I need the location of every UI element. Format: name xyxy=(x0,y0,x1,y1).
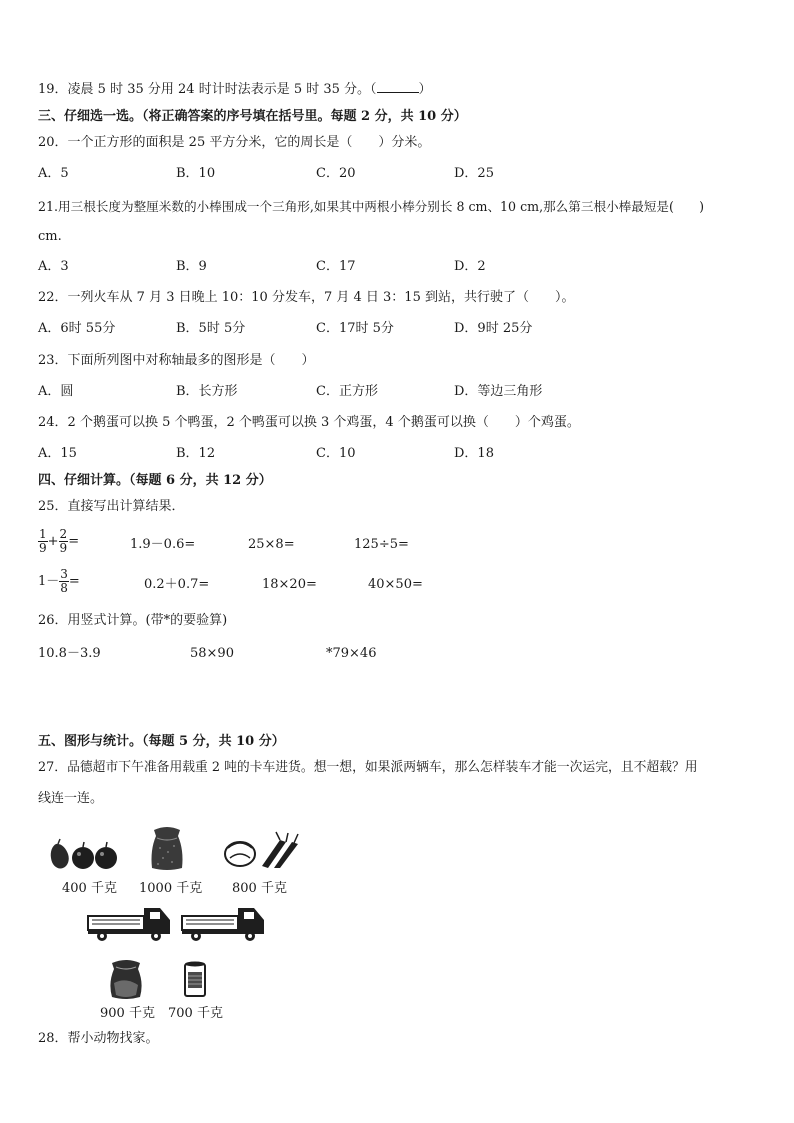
q20-option-b[interactable]: B．10 xyxy=(176,166,216,181)
vertical-calc-3: *79×46 xyxy=(326,646,377,661)
question-19-tail: ） xyxy=(418,82,432,97)
q20-option-d[interactable]: D．25 xyxy=(454,166,494,181)
fraction-3-8: $\frac{3}{8}$ xyxy=(60,567,68,595)
q24-option-a[interactable]: A．15 xyxy=(38,446,77,461)
label-400kg: 400 千克 xyxy=(62,881,117,896)
q23-option-a[interactable]: A．圆 xyxy=(38,384,74,399)
fraction-2-9: $\frac{2}{9}$ xyxy=(59,527,68,555)
section-4-title: 四、仔细计算。（每题 6 分，共 12 分） xyxy=(38,473,272,488)
q23-option-b[interactable]: B．长方形 xyxy=(176,384,238,399)
truck-icon-right[interactable] xyxy=(180,902,268,942)
label-1000kg: 1000 千克 xyxy=(139,881,203,896)
q24-option-d[interactable]: D．18 xyxy=(454,446,494,461)
vegetables-icon xyxy=(222,830,302,870)
question-21-line2: cm. xyxy=(38,229,62,244)
question-25: 25．直接写出计算结果． xyxy=(38,499,185,514)
question-28: 28．帮小动物找家。 xyxy=(38,1031,159,1046)
question-24: 24．2 个鹅蛋可以换 5 个鸭蛋，2 个鸭蛋可以换 3 个鸡蛋，4 个鹅蛋可以换（ ）个鸡蛋。 xyxy=(38,415,580,430)
q23-option-d[interactable]: D．等边三角形 xyxy=(454,384,543,399)
q20-option-a[interactable]: A．5 xyxy=(38,166,69,181)
label-900kg: 900 千克 xyxy=(100,1006,155,1021)
q22-option-b[interactable]: B．5时 5分 xyxy=(176,321,246,336)
calc-2: 1.9－0.6= xyxy=(130,537,196,552)
label-800kg: 800 千克 xyxy=(232,881,287,896)
q22-option-c[interactable]: C．17时 5分 xyxy=(316,321,394,336)
vertical-calc-1: 10.8－3.9 xyxy=(38,646,101,661)
vertical-calc-2: 58×90 xyxy=(190,646,234,661)
question-21-line1: 21.用三根长度为整厘米数的小棒围成一个三角形,如果其中两根小棒分别长 8 cm、10 cm,那么第三根小棒最短是( ) xyxy=(38,199,705,214)
calc-fraction-sum xyxy=(38,528,79,555)
question-19 xyxy=(38,80,432,99)
calc-3: 25×8= xyxy=(248,537,295,552)
q22-option-d[interactable]: D．9时 25分 xyxy=(454,321,533,336)
question-23: 23．下面所列图中对称轴最多的图形是（ ） xyxy=(38,353,315,368)
question-20: 20．一个正方形的面积是 25 平方分米，它的周长是（ ）分米。 xyxy=(38,135,431,150)
question-27-line2: 线连一连。 xyxy=(38,791,104,806)
flour-sack-icon xyxy=(106,955,146,1001)
question-22: 22．一列火车从 7 月 3 日晚上 10：10 分发车，7 月 4 日 3：15 到站，共行驶了（ ）。 xyxy=(38,290,575,305)
q22-option-a[interactable]: A．6时 55分 xyxy=(38,321,116,336)
q21-option-a[interactable]: A．3 xyxy=(38,259,69,274)
rice-sack-icon xyxy=(148,824,186,872)
fraction-1-9: $\frac{1}{9}$ xyxy=(39,527,47,555)
question-26: 26．用竖式计算。(带*的要验算) xyxy=(38,613,228,628)
answer-blank[interactable] xyxy=(377,80,419,93)
equals-sign: = xyxy=(68,574,80,589)
calc-4: 125÷5= xyxy=(354,537,409,552)
q24-option-c[interactable]: C．10 xyxy=(316,446,356,461)
q23-option-c[interactable]: C．正方形 xyxy=(316,384,378,399)
q21-option-b[interactable]: B．9 xyxy=(176,259,207,274)
section-5-title: 五、图形与统计。（每题 5 分，共 10 分） xyxy=(38,734,285,749)
question-27-line1: 27．品德超市下午准备用载重 2 吨的卡车进货。想一想，如果派两辆车，那么怎样装车才能一次运完，且不超载？用 xyxy=(38,760,698,775)
one-minus: 1－ xyxy=(38,574,60,589)
calc-fraction-diff xyxy=(38,568,80,595)
calc-6: 0.2＋0.7= xyxy=(144,577,210,592)
label-700kg: 700 千克 xyxy=(168,1006,223,1021)
equals-sign: = xyxy=(68,534,80,549)
q21-option-c[interactable]: C．17 xyxy=(316,259,356,274)
section-3-title: 三、仔细选一选。（将正确答案的序号填在括号里。每题 2 分，共 10 分） xyxy=(38,109,467,124)
fruit-icon xyxy=(46,838,118,872)
q21-option-d[interactable]: D．2 xyxy=(454,259,486,274)
truck-icon-left[interactable] xyxy=(86,902,174,942)
calc-8: 40×50= xyxy=(368,577,423,592)
calc-7: 18×20= xyxy=(262,577,317,592)
plus-sign: + xyxy=(47,534,59,549)
question-19-text: 19．凌晨 5 时 35 分用 24 时计时法表示是 5 时 35 分。（ xyxy=(38,82,377,97)
q20-option-c[interactable]: C．20 xyxy=(316,166,356,181)
drink-can-icon xyxy=(182,960,208,1000)
q24-option-b[interactable]: B．12 xyxy=(176,446,216,461)
